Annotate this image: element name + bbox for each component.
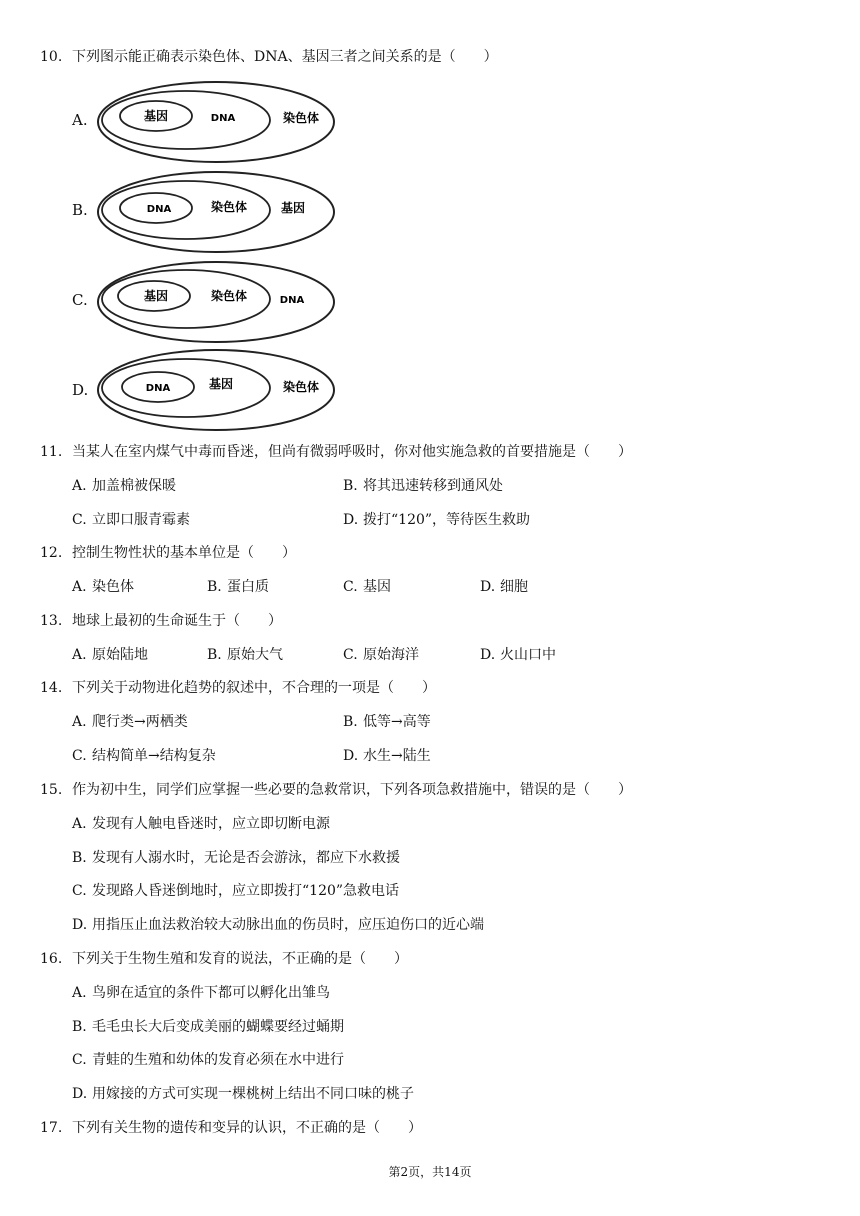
diagram-b-middle: 染色体: [210, 200, 248, 214]
question-text: 下列关于生物生殖和发育的说法，不正确的是（ ）: [72, 951, 408, 967]
option-a: A. 染色体: [72, 579, 134, 595]
diagram-b: [96, 170, 341, 254]
question-number: 15.: [40, 782, 63, 798]
question-14: [40, 679, 436, 697]
option-b: B. 毛毛虫长大后变成美丽的蝴蝶要经过蛹期: [72, 1019, 344, 1035]
diagram-d-middle: 基因: [208, 377, 234, 391]
diagram-a-middle: DNA: [210, 113, 236, 124]
diagram-c: [96, 260, 341, 344]
question-text: 地球上最初的生命诞生于（ ）: [72, 613, 282, 629]
diagram-label-a: A.: [72, 111, 88, 129]
diagram-a: [96, 80, 341, 164]
option-b: B. 将其迅速转移到通风处: [343, 478, 503, 494]
diagram-d: [96, 348, 341, 432]
option-b: B. 发现有人溺水时，无论是否会游泳，都应下水救援: [72, 850, 400, 866]
diagram-c-middle: 染色体: [210, 289, 248, 303]
question-number: 13.: [40, 613, 63, 629]
question-text: 当某人在室内煤气中毒而昏迷，但尚有微弱呼吸时，你对他实施急救的首要措施是（ ）: [72, 444, 632, 460]
question-number: 11.: [40, 444, 63, 460]
diagram-c-outer: DNA: [279, 295, 305, 306]
diagram-d-outer: 染色体: [282, 380, 320, 394]
question-number: 16.: [40, 951, 63, 967]
diagram-c-inner: 基因: [143, 289, 169, 303]
question-number: 12.: [40, 545, 63, 561]
diagram-label-c: C.: [72, 291, 88, 309]
diagram-b-inner: DNA: [146, 204, 172, 215]
question-12: [40, 544, 296, 562]
option-b: B. 原始大气: [207, 647, 283, 663]
option-d: D. 用嫁接的方式可实现一棵桃树上结出不同口味的桃子: [72, 1086, 414, 1102]
option-d: D. 细胞: [480, 579, 528, 595]
option-c: C. 立即口服青霉素: [72, 512, 190, 528]
diagram-d-inner: DNA: [145, 383, 171, 394]
diagram-label-d: D.: [72, 381, 89, 399]
option-a: A. 加盖棉被保暖: [72, 478, 176, 494]
diagram-b-outer: 基因: [280, 201, 306, 215]
option-b: B. 低等→高等: [343, 714, 431, 730]
question-text: 控制生物性状的基本单位是（ ）: [72, 545, 296, 561]
option-c: C. 原始海洋: [343, 647, 419, 663]
question-number: 10.: [40, 49, 63, 65]
option-a: A. 爬行类→两栖类: [72, 714, 188, 730]
option-c: C. 结构简单→结构复杂: [72, 748, 216, 764]
question-text: 作为初中生，同学们应掌握一些必要的急救常识，下列各项急救措施中，错误的是（ ）: [72, 782, 632, 798]
option-d: D. 用指压止血法救治较大动脉出血的伤员时，应压迫伤口的近心端: [72, 917, 484, 933]
question-number: 14.: [40, 680, 63, 696]
question-text: 下列有关生物的遗传和变异的认识，不正确的是（ ）: [72, 1120, 422, 1136]
option-c: C. 发现路人昏迷倒地时，应立即拨打“120”急救电话: [72, 883, 400, 899]
question-15: [40, 781, 632, 799]
diagram-label-b: B.: [72, 201, 88, 219]
question-17: [40, 1119, 422, 1137]
question-text: 下列关于动物进化趋势的叙述中，不合理的一项是（ ）: [72, 680, 436, 696]
option-a: A. 原始陆地: [72, 647, 148, 663]
question-text: 下列图示能正确表示染色体、DNA、基因三者之间关系的是（ ）: [72, 49, 498, 65]
option-b: B. 蛋白质: [207, 579, 269, 595]
option-d: D. 火山口中: [480, 647, 556, 663]
option-a: A. 鸟卵在适宜的条件下都可以孵化出雏鸟: [72, 985, 330, 1001]
option-c: C. 青蛙的生殖和幼体的发育必须在水中进行: [72, 1052, 344, 1068]
question-10: [40, 48, 498, 66]
question-13: [40, 612, 282, 630]
page-footer: 第2页，共14页: [388, 1165, 472, 1179]
question-number: 17.: [40, 1120, 63, 1136]
option-c: C. 基因: [343, 579, 391, 595]
question-16: [40, 950, 408, 968]
diagram-a-inner: 基因: [143, 109, 169, 123]
question-11: [40, 443, 632, 461]
option-a: A. 发现有人触电昏迷时，应立即切断电源: [72, 816, 330, 832]
option-d: D. 水生→陆生: [343, 748, 431, 764]
diagram-a-outer: 染色体: [282, 111, 320, 125]
option-d: D. 拨打“120”，等待医生救助: [343, 512, 531, 528]
